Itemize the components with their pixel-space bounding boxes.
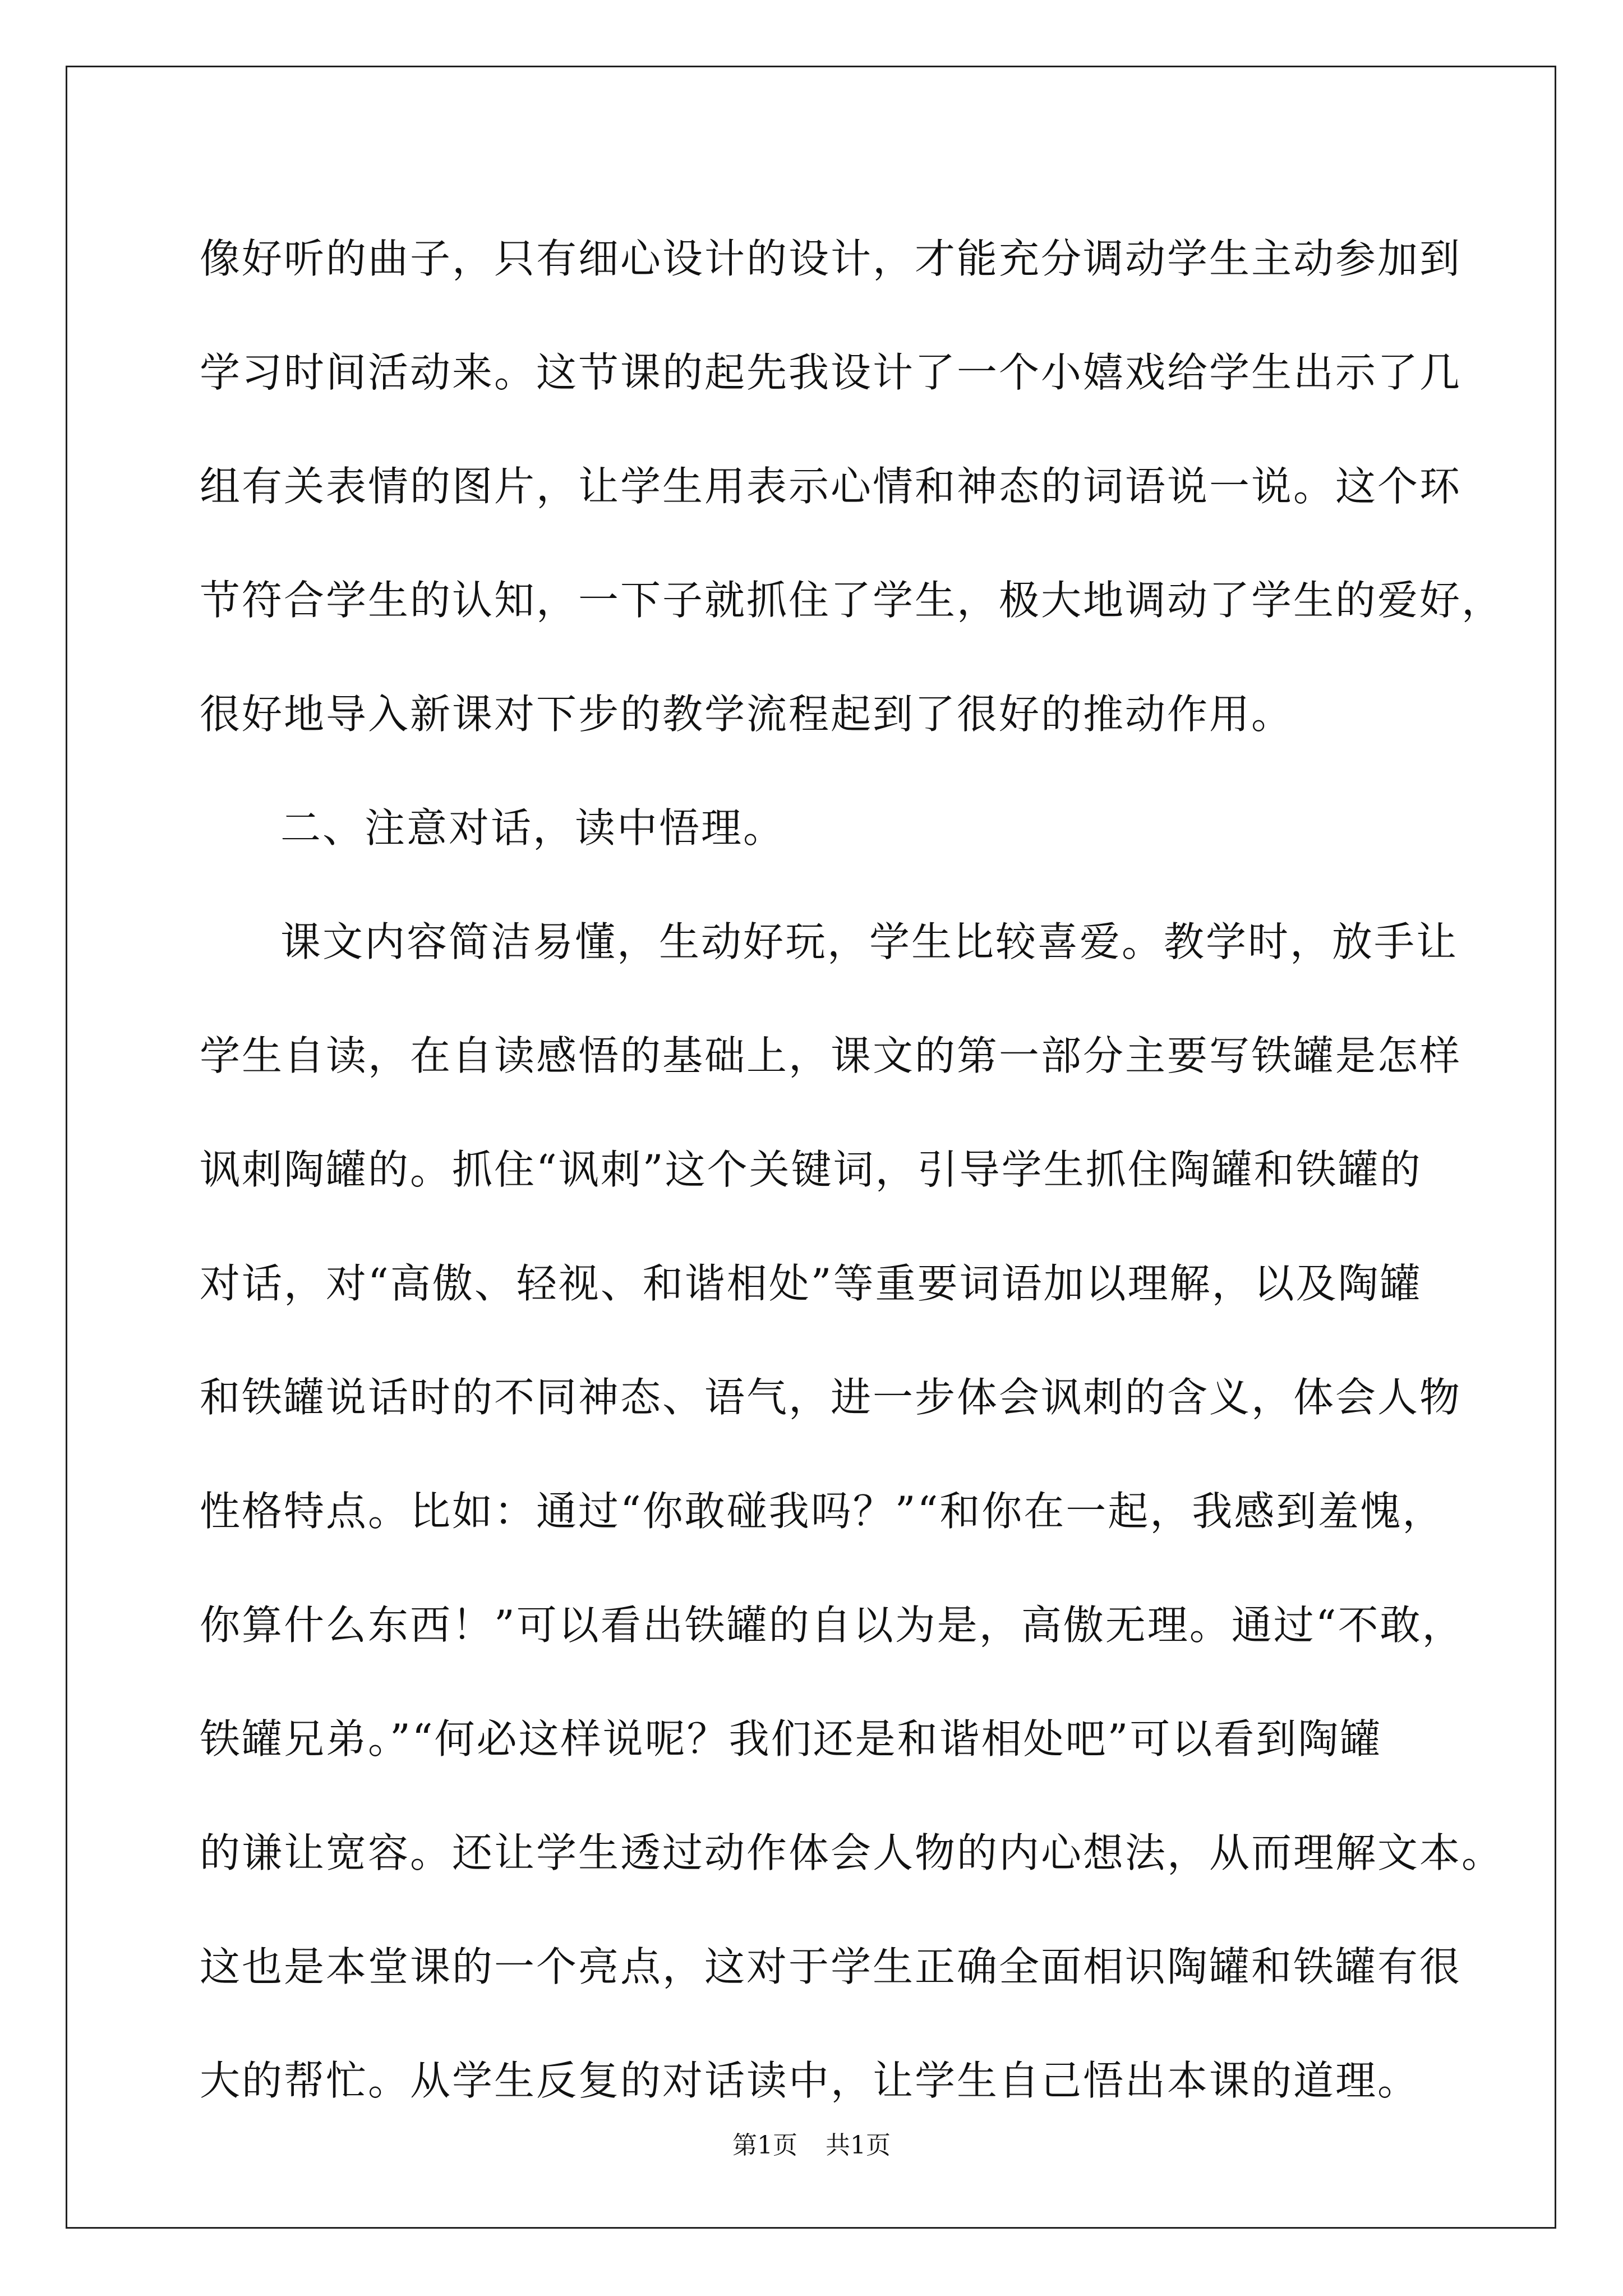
text-line: 的谦让宽容。还让学生透过动作体会人物的内心想法，从而理解文本。 — [200, 1829, 1504, 1876]
document-body — [200, 202, 1504, 2138]
text-line: 组有关表情的图片，让学生用表示心情和神态的词语说一说。这个环 — [200, 463, 1462, 510]
text-line: 大的帮忙。从学生反复的对话读中，让学生自己悟出本课的道理。 — [200, 2057, 1420, 2104]
text-line: 你算什么东西！”可以看出铁罐的自以为是，高傲无理。通过“不敢， — [200, 1602, 1464, 1649]
text-line: 对话，对“高傲、轻视、和谐相处”等重要词语加以理解，以及陶罐 — [200, 1260, 1422, 1307]
page-total: 共1页 — [826, 2131, 891, 2160]
text-line: 性格特点。比如：通过“你敢碰我吗？”“和你在一起，我感到羞愧， — [200, 1488, 1445, 1535]
text-line: 讽刺陶罐的。抓住“讽刺”这个关键词，引导学生抓住陶罐和铁罐的 — [200, 1146, 1422, 1193]
text-line: 和铁罐说话时的不同神态、语气，进一步体会讽刺的含义，体会人物 — [200, 1374, 1462, 1421]
page-number: 第1页 — [732, 2131, 797, 2160]
text-line: 很好地导入新课对下步的教学流程起到了很好的推动作用。 — [200, 691, 1294, 738]
text-line: 这也是本堂课的一个亮点，这对于学生正确全面相识陶罐和铁罐有很 — [200, 1943, 1462, 1990]
text-line: 像好听的曲子，只有细心设计的设计，才能充分调动学生主动参加到 — [200, 235, 1462, 282]
section-heading: 二、注意对话，读中悟理。 — [280, 804, 786, 852]
text-line: 学习时间活动来。这节课的起先我设计了一个小嬉戏给学生出示了几 — [200, 349, 1462, 396]
paragraph-1 — [200, 202, 1504, 771]
text-line: 课文内容简洁易懂，生动好玩，学生比较喜爱。教学时，放手让 — [280, 918, 1459, 965]
paragraph-3 — [200, 885, 1504, 2138]
paragraph-2-heading — [200, 771, 1433, 885]
text-line: 学生自读，在自读感悟的基础上，课文的第一部分主要写铁罐是怎样 — [200, 1032, 1462, 1079]
text-line: 节符合学生的认知，一下子就抓住了学生，极大地调动了学生的爱好， — [200, 577, 1504, 624]
page-footer — [0, 2129, 1623, 2162]
text-line: 铁罐兄弟。”“何必这样说呢？我们还是和谐相处吧”可以看到陶罐 — [200, 1715, 1382, 1763]
